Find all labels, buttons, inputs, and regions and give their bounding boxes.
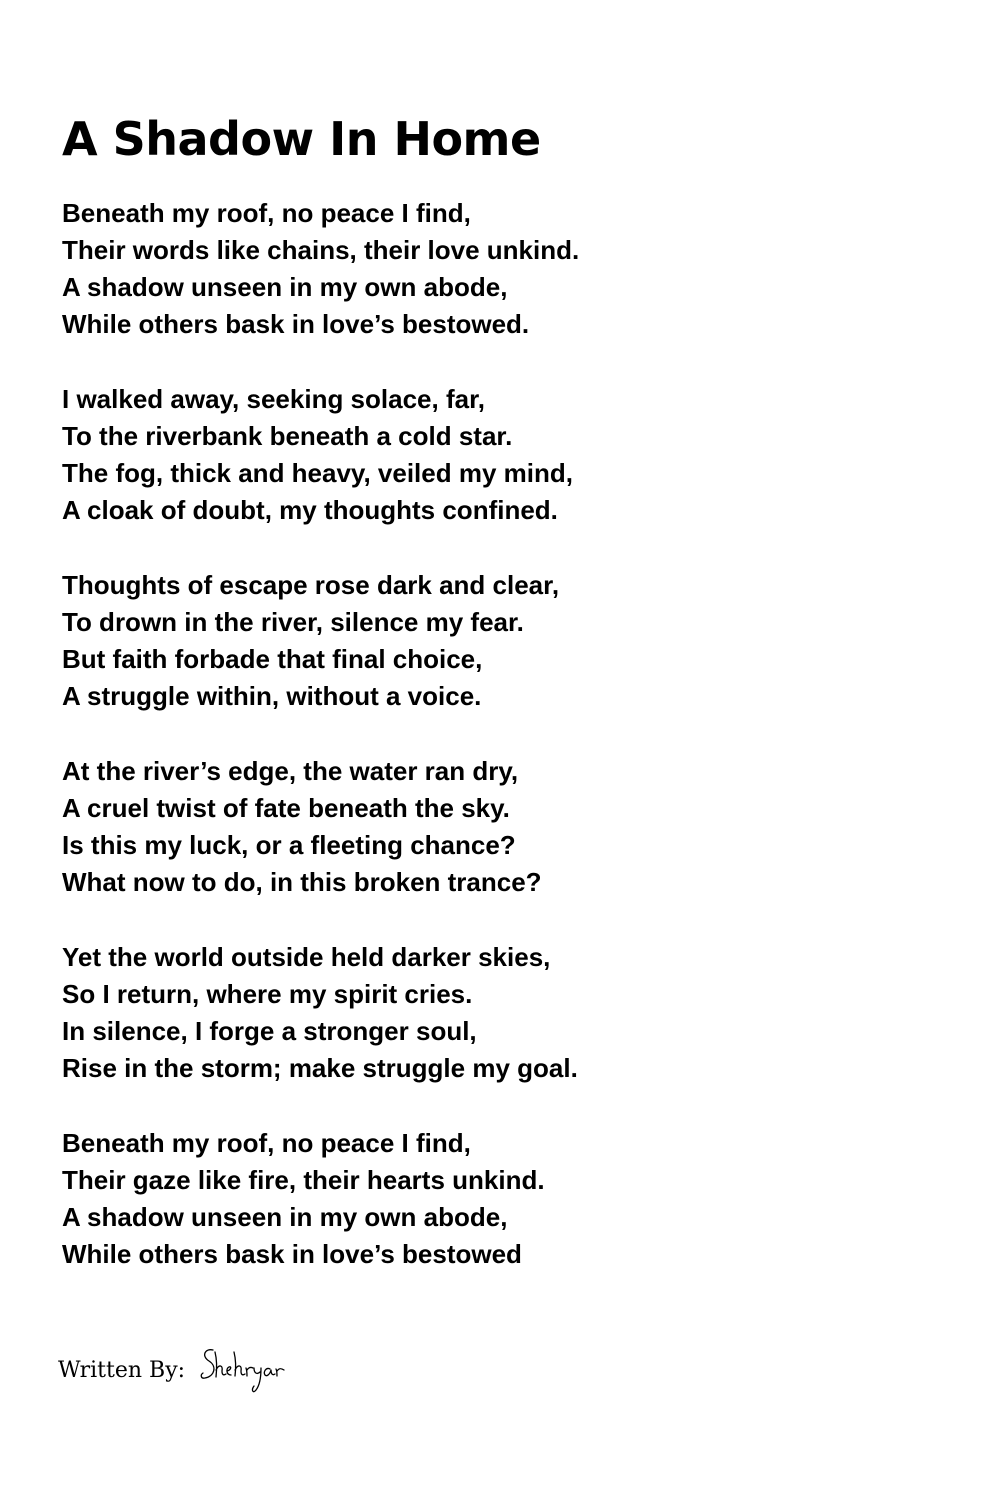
- stanza-5: [62, 939, 579, 1087]
- poem-line: I walked away, seeking solace, far,: [62, 384, 485, 414]
- poem-line: A shadow unseen in my own abode,: [62, 1202, 508, 1232]
- poem-line: Their words like chains, their love unkind.: [62, 235, 580, 265]
- stanza-1: [62, 195, 579, 343]
- stanza-2: [62, 381, 579, 529]
- written-by-label: Written By:: [58, 1357, 186, 1383]
- poem-line: Is this my luck, or a fleeting chance?: [62, 830, 516, 860]
- poem-line: To drown in the river, silence my fear.: [62, 607, 524, 637]
- poem-body: [62, 195, 579, 1311]
- poem-line: While others bask in love’s bestowed.: [62, 309, 530, 339]
- poem-line: Thoughts of escape rose dark and clear,: [62, 570, 560, 600]
- poem-line: So I return, where my spirit cries.: [62, 979, 473, 1009]
- poem-line: But faith forbade that final choice,: [62, 644, 483, 674]
- stanza-4: [62, 753, 579, 901]
- author-credit: [58, 1340, 309, 1400]
- signature-icon: [199, 1340, 309, 1400]
- poem-line: Rise in the storm; make struggle my goal.: [62, 1053, 578, 1083]
- poem-line: A struggle within, without a voice.: [62, 681, 482, 711]
- poem-line: The fog, thick and heavy, veiled my mind,: [62, 458, 573, 488]
- poem-line: Beneath my roof, no peace I find,: [62, 1128, 471, 1158]
- stanza-3: [62, 567, 579, 715]
- stanza-6: [62, 1125, 579, 1273]
- poem-line: What now to do, in this broken trance?: [62, 867, 542, 897]
- poem-line: To the riverbank beneath a cold star.: [62, 421, 513, 451]
- poem-line: A shadow unseen in my own abode,: [62, 272, 508, 302]
- poem-line: Beneath my roof, no peace I find,: [62, 198, 471, 228]
- poem-line: A cloak of doubt, my thoughts confined.: [62, 495, 558, 525]
- poem-line: In silence, I forge a stronger soul,: [62, 1016, 477, 1046]
- poem-title: A Shadow In Home: [62, 112, 541, 166]
- poem-line: While others bask in love’s bestowed: [62, 1239, 522, 1269]
- poem-line: Yet the world outside held darker skies,: [62, 942, 551, 972]
- poem-line: At the river’s edge, the water ran dry,: [62, 756, 519, 786]
- poem-line: Their gaze like fire, their hearts unkind.: [62, 1165, 545, 1195]
- poem-line: A cruel twist of fate beneath the sky.: [62, 793, 510, 823]
